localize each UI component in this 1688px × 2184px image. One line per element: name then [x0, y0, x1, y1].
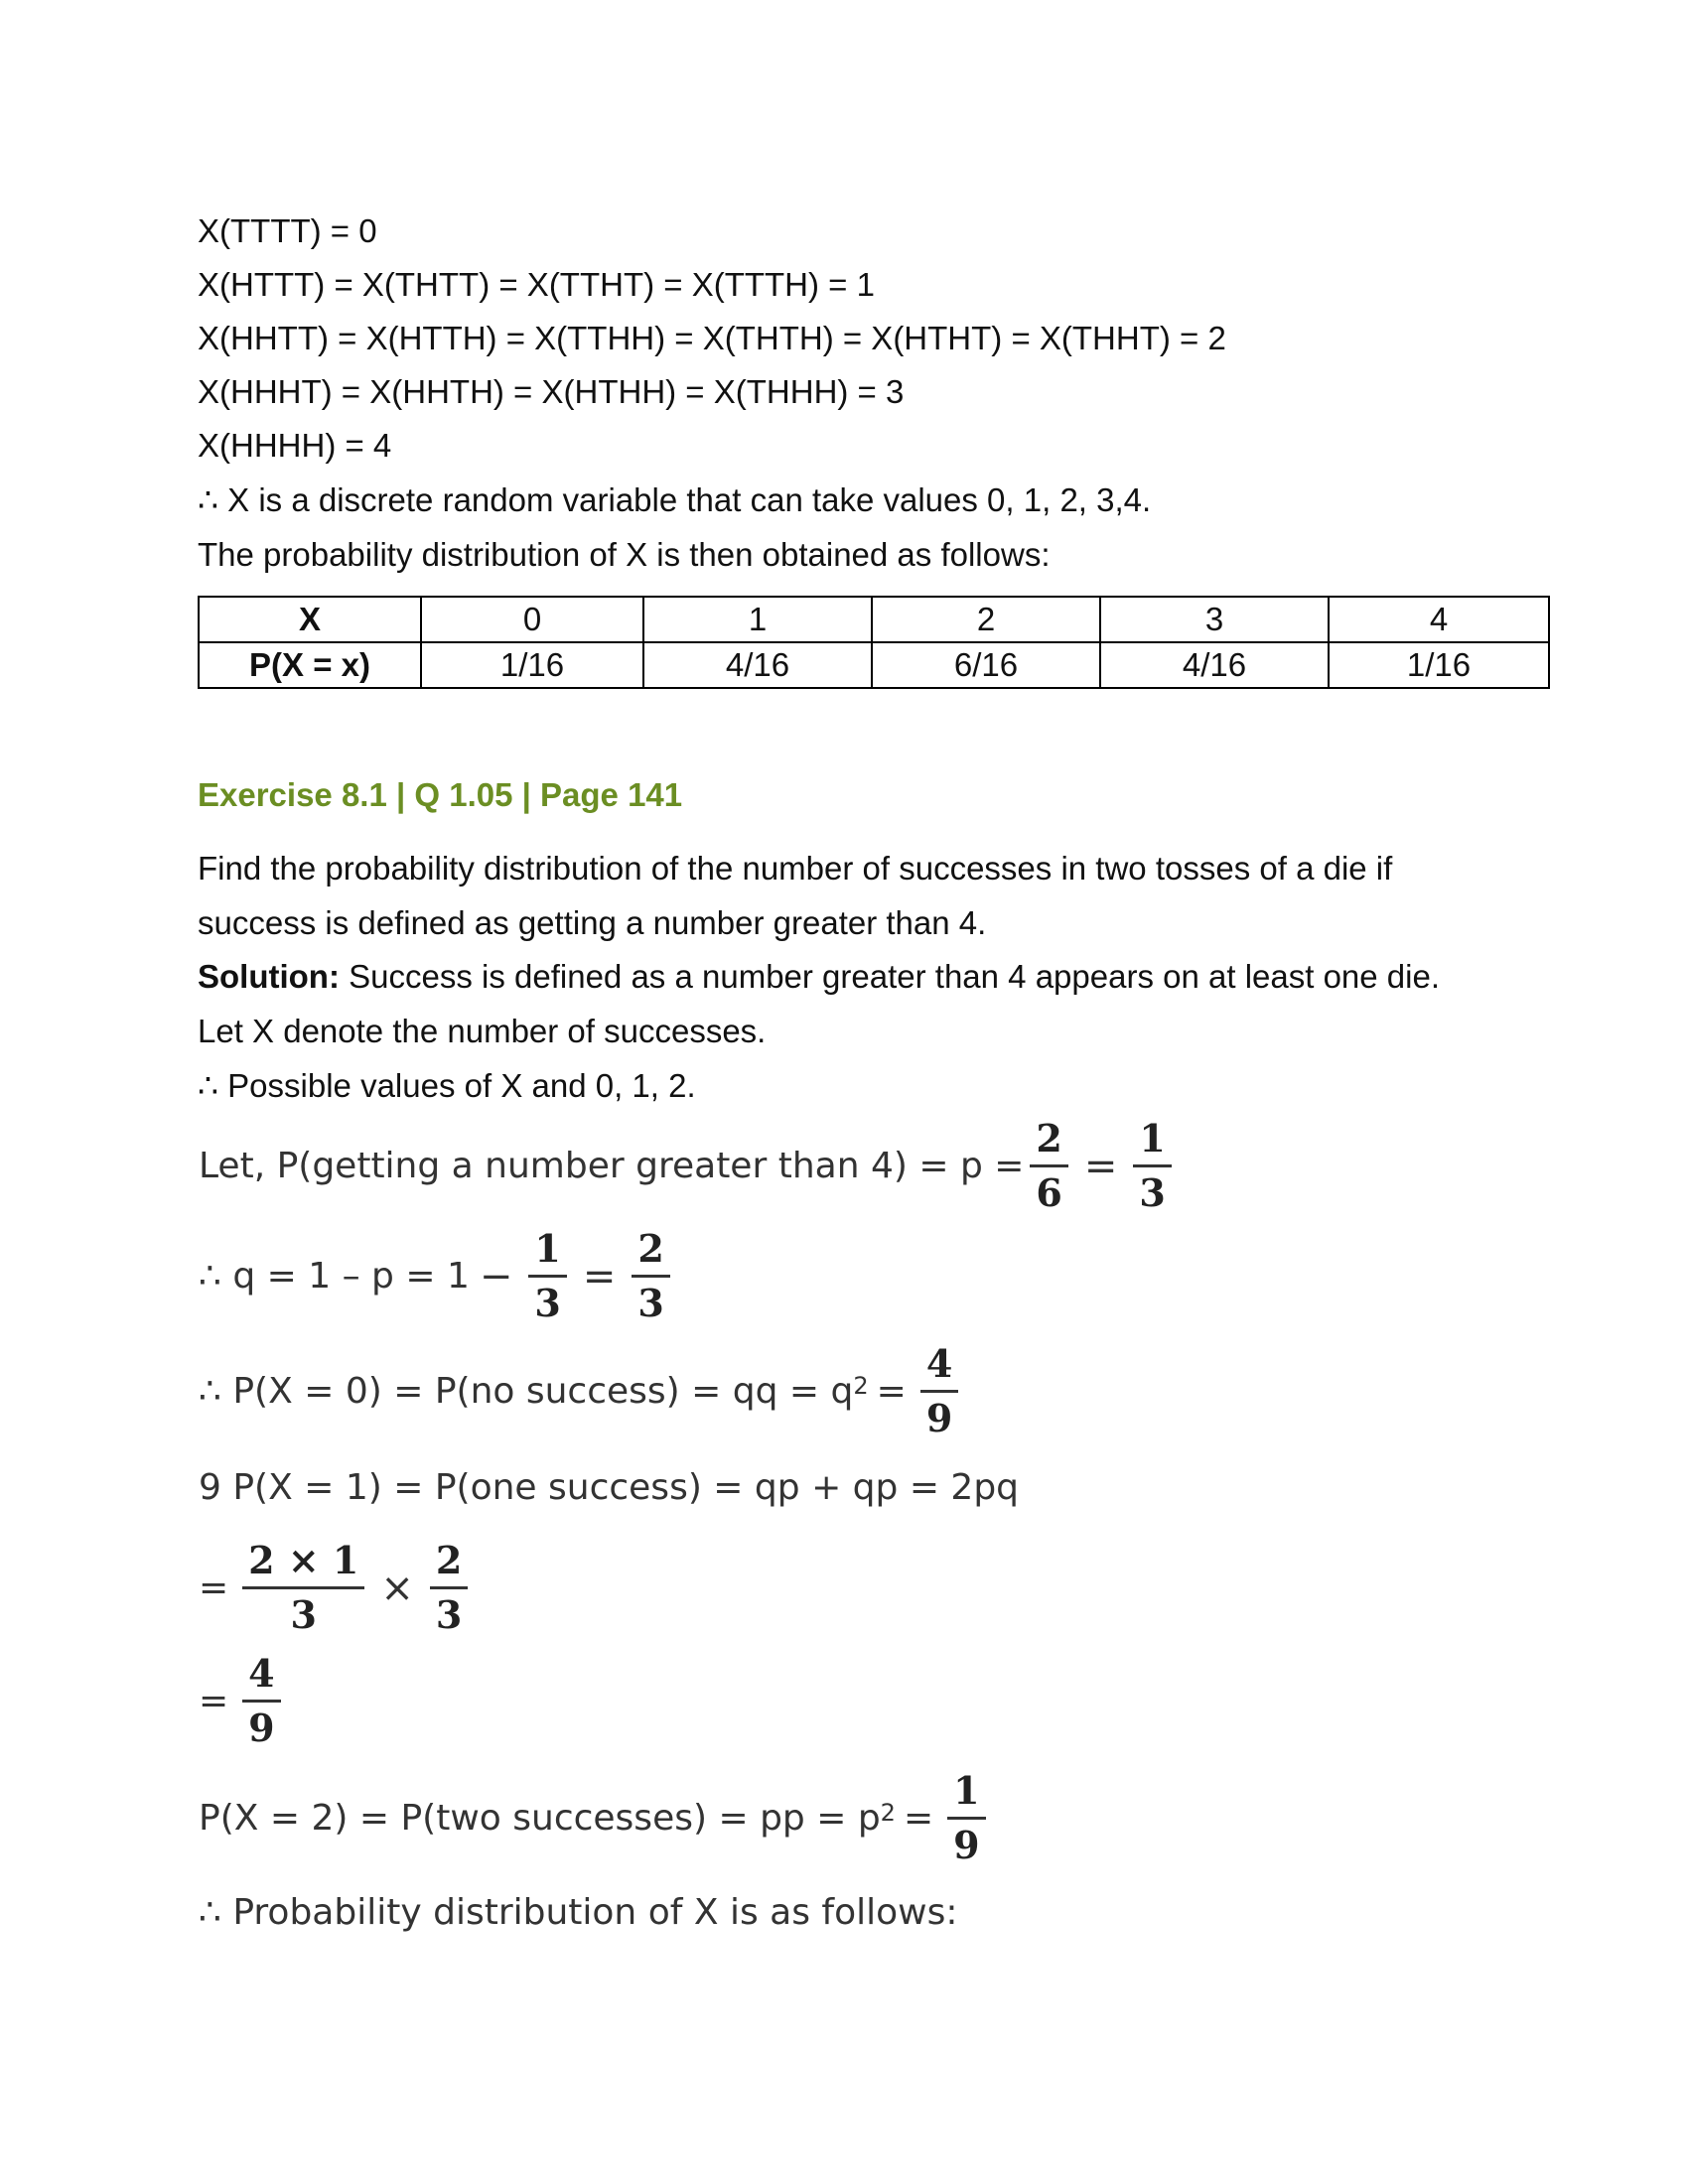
equals-sign: =: [876, 1371, 907, 1412]
outcome-line-2: X(HHTT) = X(HTTH) = X(TTHH) = X(THTH) = X(HTHT) = X(THHT) = 2: [198, 320, 1226, 356]
numerator: 1: [528, 1227, 566, 1278]
denominator: 9: [953, 1823, 980, 1867]
equation-p-x1: [199, 1467, 1019, 1508]
solution-line: [198, 957, 1440, 997]
numerator: 1: [947, 1769, 985, 1820]
equation-p-x2: [199, 1769, 992, 1867]
denominator: 6: [1036, 1170, 1062, 1215]
fraction: [242, 1539, 364, 1637]
equation-text: P(X = 2) = P(two successes) = pp = p: [199, 1798, 881, 1839]
table-cell: 0: [421, 597, 643, 642]
fraction: [430, 1539, 468, 1637]
denominator: 9: [925, 1396, 953, 1440]
table-header-p: P(X = x): [199, 642, 421, 688]
fraction: [632, 1227, 669, 1325]
numerator: 2: [632, 1227, 669, 1278]
equation-p: [199, 1117, 1178, 1215]
denominator: 3: [1139, 1170, 1166, 1215]
equals-sign: =: [199, 1681, 229, 1721]
equation-p-x0: [199, 1342, 964, 1440]
equals-sign: =: [903, 1798, 934, 1839]
numerator: 1: [1133, 1117, 1171, 1167]
question-line-2: success is defined as getting a number greater than 4.: [198, 904, 987, 941]
fraction: [947, 1769, 985, 1867]
exponent: 2: [880, 1798, 896, 1827]
equation-text: ∴ Probability distribution of X is as follows:: [199, 1892, 958, 1933]
equals-sign: =: [199, 1568, 229, 1608]
equation-text: Let, P(getting a number greater than 4) = p =: [199, 1146, 1025, 1186]
equation-text: ∴ q = 1 – p = 1: [199, 1256, 470, 1297]
solution-text: Success is defined as a number greater than 4 appears on at least one die.: [339, 958, 1440, 995]
numerator: 2 × 1: [242, 1539, 364, 1589]
distribution-intro: The probability distribution of X is then obtained as follows:: [198, 536, 1051, 573]
equation-q: [199, 1227, 676, 1325]
table-cell: 4/16: [1100, 642, 1329, 688]
equals-sign: =: [1083, 1143, 1118, 1189]
denominator: 3: [435, 1592, 463, 1637]
table-cell: 3: [1100, 597, 1329, 642]
times-sign: ×: [380, 1565, 414, 1611]
numerator: 4: [242, 1652, 280, 1703]
denominator: 3: [290, 1592, 317, 1637]
fraction: [528, 1227, 566, 1325]
let-x-line: Let X denote the number of successes.: [198, 1013, 767, 1049]
table-cell: 1: [643, 597, 872, 642]
solution-label: Solution:: [198, 958, 340, 995]
table-row: [199, 597, 1549, 642]
equation-text: ∴ P(X = 0) = P(no success) = qq = q: [199, 1371, 854, 1412]
denominator: 3: [637, 1281, 664, 1325]
outcome-line-1: X(HTTT) = X(THTT) = X(TTHT) = X(TTTH) = 1: [198, 266, 875, 303]
outcome-line-4: X(HHHH) = 4: [198, 427, 392, 464]
table-cell: 6/16: [872, 642, 1100, 688]
discrete-variable-statement: ∴ X is a discrete random variable that can take values 0, 1, 2, 3,4.: [198, 481, 1152, 518]
fraction: [1133, 1117, 1171, 1215]
numerator: 2: [1030, 1117, 1067, 1167]
fraction: [1030, 1117, 1067, 1215]
fraction: [242, 1652, 280, 1750]
exponent: 2: [853, 1371, 869, 1400]
equals-sign: =: [582, 1253, 617, 1299]
minus-sign: −: [479, 1253, 513, 1299]
numerator: 2: [430, 1539, 468, 1589]
equation-text: 9 P(X = 1) = P(one success) = qp + qp = 2pq: [199, 1467, 1020, 1508]
fraction: [920, 1342, 958, 1440]
possible-values-line: ∴ Possible values of X and 0, 1, 2.: [198, 1067, 696, 1104]
distribution-conclusion: [199, 1892, 957, 1933]
outcome-line-3: X(HHHT) = X(HHTH) = X(HTHH) = X(THHH) = 3: [198, 373, 905, 410]
table-cell: 2: [872, 597, 1100, 642]
equation-p-x1-result: [199, 1652, 287, 1750]
exercise-heading: Exercise 8.1 | Q 1.05 | Page 141: [198, 776, 683, 813]
denominator: 9: [248, 1706, 275, 1750]
table-cell: 1/16: [421, 642, 643, 688]
numerator: 4: [920, 1342, 958, 1393]
outcome-line-0: X(TTTT) = 0: [198, 212, 377, 249]
question-line-1: Find the probability distribution of the number of successes in two tosses of a die if: [198, 850, 1393, 887]
denominator: 3: [534, 1281, 561, 1325]
equation-p-x1-step: [199, 1539, 474, 1637]
table-cell: 4/16: [643, 642, 872, 688]
table-row: [199, 642, 1549, 688]
table-header-x: X: [199, 597, 421, 642]
table-cell: 1/16: [1329, 642, 1549, 688]
probability-distribution-table: [198, 596, 1550, 689]
table-cell: 4: [1329, 597, 1549, 642]
